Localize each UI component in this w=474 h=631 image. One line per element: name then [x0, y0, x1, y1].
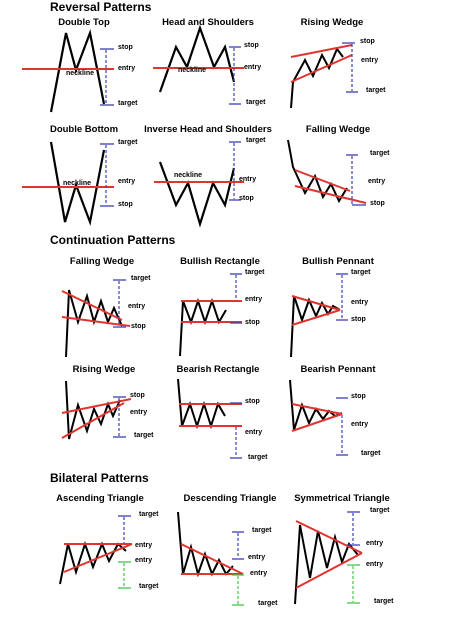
bearish-rectangle-entry-label: entry [245, 429, 263, 436]
pattern-title-bearish-pennant: Bearish Pennant [300, 364, 376, 375]
descending-triangle-entry-label: entry [248, 554, 266, 561]
bearish-rectangle-target-label: target [248, 454, 268, 461]
double-bottom-target-label: target [118, 139, 138, 146]
inverse-head-and-shoulders-diagram [154, 142, 244, 224]
symmetrical-triangle-entry-label: entry [366, 540, 384, 547]
ascending-triangle-target2-label: target [139, 583, 159, 590]
double-top-neckline-label: neckline [66, 70, 95, 77]
descending-triangle-target2-label: target [258, 600, 278, 607]
bullish-rectangle-stop-label: stop [245, 319, 260, 326]
head-and-shoulders-target-label: target [246, 99, 266, 106]
section-title-bilateral: Bilateral Patterns [50, 471, 149, 485]
bearish-rectangle-price-line [178, 379, 225, 426]
head-and-shoulders-stop-label: stop [244, 42, 259, 49]
rising-wedge-2-lower-trendline [62, 403, 124, 438]
falling-wedge-2-entry-label: entry [128, 303, 146, 310]
falling-wedge-stop-label: stop [370, 200, 385, 207]
bearish-rectangle-stop-label: stop [245, 398, 260, 405]
rising-wedge-2-entry-label: entry [130, 409, 148, 416]
inverse-head-and-shoulders-stop-label: stop [239, 195, 254, 202]
symmetrical-triangle-diagram [295, 512, 362, 604]
rising-wedge-2-diagram [62, 381, 131, 439]
inverse-head-and-shoulders-neckline-label: neckline [174, 172, 203, 179]
bullish-rectangle-diagram [180, 274, 242, 356]
double-bottom-neckline-label: neckline [63, 180, 92, 187]
double-top-stop-label: stop [118, 44, 133, 51]
falling-wedge-2-target-label: target [131, 275, 151, 282]
symmetrical-triangle-upper-trendline [296, 521, 362, 553]
falling-wedge-2-stop-label: stop [131, 323, 146, 330]
bearish-pennant-entry-label: entry [351, 421, 369, 428]
bearish-pennant-diagram [290, 380, 348, 455]
bearish-pennant-target-label: target [361, 450, 381, 457]
pattern-title-inverse-head-and-shoulders: Inverse Head and Shoulders [144, 124, 272, 135]
pattern-title-bearish-rectangle: Bearish Rectangle [176, 364, 260, 375]
symmetrical-triangle-target2-label: target [374, 598, 394, 605]
pattern-title-rising-wedge-2: Rising Wedge [72, 364, 136, 375]
section-title-reversal: Reversal Patterns [50, 0, 152, 14]
bullish-rectangle-target-label: target [245, 269, 265, 276]
double-bottom-stop-label: stop [118, 201, 133, 208]
bearish-pennant-stop-label: stop [351, 393, 366, 400]
bullish-pennant-entry-label: entry [351, 299, 369, 306]
inverse-head-and-shoulders-entry-label: entry [239, 176, 257, 183]
pattern-title-falling-wedge-2: Falling Wedge [69, 256, 135, 267]
rising-wedge-2-target-label: target [134, 432, 154, 439]
double-bottom-entry-label: entry [118, 178, 136, 185]
rising-wedge-diagram [291, 43, 358, 108]
ascending-triangle-diagram [60, 516, 132, 588]
section-title-continuation: Continuation Patterns [50, 233, 176, 247]
bullish-rectangle-price-line [180, 301, 226, 356]
bullish-rectangle-entry-label: entry [245, 296, 263, 303]
head-and-shoulders-diagram [153, 28, 244, 104]
pattern-title-double-bottom: Double Bottom [49, 124, 119, 135]
falling-wedge-target-label: target [370, 150, 390, 157]
symmetrical-triangle-entry2-label: entry [366, 561, 384, 568]
pattern-title-rising-wedge: Rising Wedge [300, 17, 364, 28]
head-and-shoulders-entry-label: entry [244, 64, 262, 71]
bullish-pennant-upper-trendline [292, 296, 340, 310]
bullish-pennant-stop-label: stop [351, 316, 366, 323]
pattern-title-bullish-rectangle: Bullish Rectangle [180, 256, 260, 267]
pattern-title-head-and-shoulders: Head and Shoulders [162, 17, 254, 28]
double-top-target-label: target [118, 100, 138, 107]
head-and-shoulders-neckline-label: neckline [178, 67, 207, 74]
inverse-head-and-shoulders-target-label: target [246, 137, 266, 144]
pattern-title-symmetrical-triangle: Symmetrical Triangle [294, 493, 390, 504]
ascending-triangle-entry-label: entry [135, 542, 153, 549]
double-top-entry-label: entry [118, 65, 136, 72]
ascending-triangle-entry2-label: entry [135, 557, 153, 564]
pattern-title-descending-triangle: Descending Triangle [183, 493, 277, 504]
symmetrical-triangle-target-label: target [370, 507, 390, 514]
bearish-rectangle-diagram [178, 379, 242, 458]
falling-wedge-2-diagram [62, 280, 130, 357]
falling-wedge-entry-label: entry [368, 178, 386, 185]
pattern-title-ascending-triangle: Ascending Triangle [56, 493, 144, 504]
rising-wedge-stop-label: stop [360, 38, 375, 45]
descending-triangle-entry2-label: entry [250, 570, 268, 577]
ascending-triangle-support [64, 544, 132, 572]
descending-triangle-diagram [178, 512, 244, 605]
bullish-pennant-price-line [291, 296, 340, 357]
bullish-pennant-target-label: target [351, 269, 371, 276]
pattern-title-double-top: Double Top [58, 17, 110, 28]
pattern-title-bullish-pennant: Bullish Pennant [302, 256, 374, 267]
rising-wedge-2-stop-label: stop [130, 392, 145, 399]
rising-wedge-entry-label: entry [361, 57, 379, 64]
falling-wedge-lower-trendline [295, 186, 366, 203]
pattern-title-falling-wedge: Falling Wedge [305, 124, 371, 135]
rising-wedge-target-label: target [366, 87, 386, 94]
bullish-pennant-diagram [291, 274, 348, 357]
bearish-pennant-lower-trendline [292, 414, 342, 431]
head-and-shoulders-price-line [160, 28, 234, 92]
ascending-triangle-target-label: target [139, 511, 159, 518]
descending-triangle-target-label: target [252, 527, 272, 534]
falling-wedge-diagram [288, 140, 366, 205]
